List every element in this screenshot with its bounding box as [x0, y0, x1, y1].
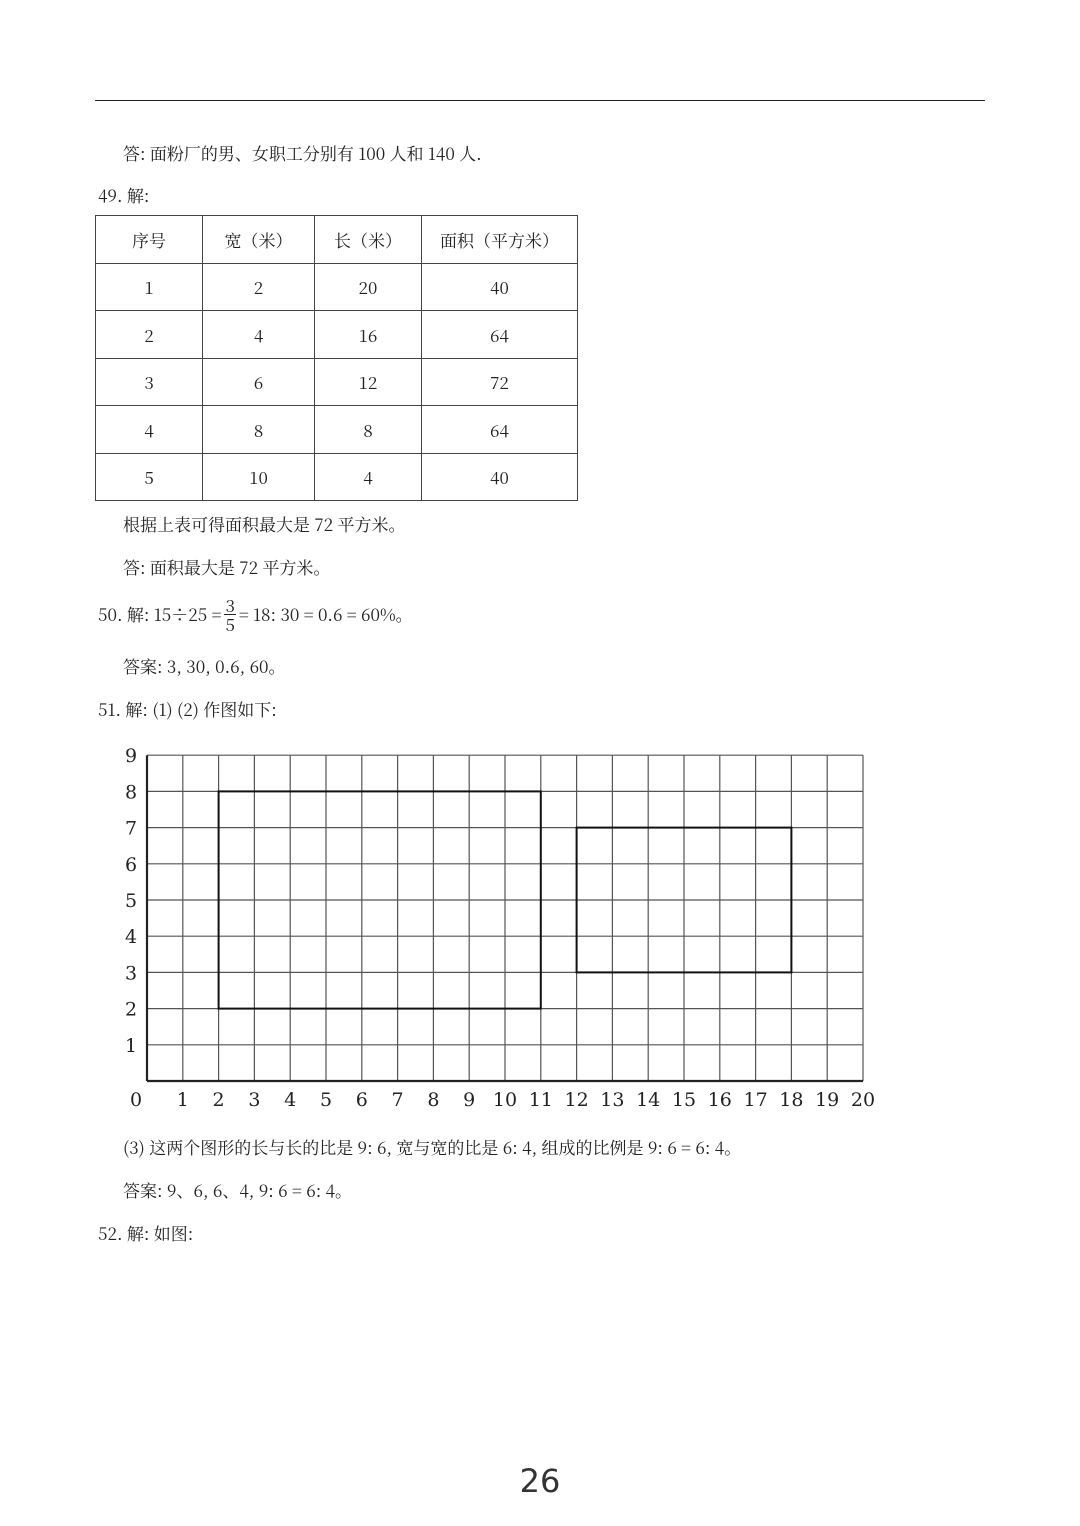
table-cell: 2 — [96, 311, 203, 359]
x-tick-label: 16 — [707, 1089, 732, 1111]
q50-answer: 答案: 3, 30, 0.6, 60。 — [123, 653, 286, 678]
header-cell: 面积（平方米） — [422, 216, 578, 264]
table-cell: 12 — [315, 358, 422, 406]
table-cell: 4 — [315, 453, 422, 501]
y-tick-label: 5 — [124, 890, 138, 912]
x-tick-label: 18 — [779, 1089, 804, 1111]
x-tick-label: 4 — [284, 1089, 297, 1111]
answer-48: 答: 面粉厂的男、女职工分别有 100 人和 140 人. — [123, 140, 482, 165]
x-tick-label: 19 — [815, 1089, 840, 1111]
x-tick-label: 14 — [636, 1089, 661, 1111]
q50-solution — [98, 592, 413, 636]
table-row — [96, 311, 578, 359]
table-cell: 64 — [422, 311, 578, 359]
x-tick-label: 17 — [743, 1089, 768, 1111]
q50-suffix: = 18: 30 = 0.6 = 60%。 — [238, 601, 413, 626]
table-cell: 40 — [422, 453, 578, 501]
x-tick-label: 20 — [850, 1089, 876, 1111]
y-tick-label: 6 — [124, 853, 138, 876]
y-tick-label: 3 — [124, 962, 138, 985]
y-tick-label: 7 — [124, 817, 138, 840]
table-cell: 2 — [203, 263, 315, 311]
table-cell: 4 — [96, 406, 203, 454]
x-tick-label: 6 — [355, 1089, 368, 1111]
x-tick-label: 12 — [564, 1089, 589, 1111]
q51-answer: 答案: 9、6, 6、4, 9: 6 = 6: 4。 — [123, 1177, 353, 1202]
q51-part3: (3) 这两个图形的长与长的比是 9: 6, 宽与宽的比是 6: 4, 组成的比例是 9: 6 = 6: 4。 — [123, 1134, 742, 1159]
table-cell: 8 — [315, 406, 422, 454]
y-tick-label: 4 — [124, 926, 138, 949]
table-row — [96, 406, 578, 454]
x-tick-label: 11 — [528, 1089, 553, 1111]
table-cell: 20 — [315, 263, 422, 311]
fraction-numerator: 3 — [225, 592, 235, 618]
x-tick-label: 8 — [427, 1089, 440, 1111]
table-cell: 5 — [96, 453, 203, 501]
q49-label: 49. 解: — [98, 182, 150, 207]
table-cell: 8 — [203, 406, 315, 454]
header-cell: 序号 — [96, 216, 203, 264]
x-tick-label: 7 — [391, 1089, 404, 1111]
coordinate-grid — [120, 738, 895, 1118]
table-row — [96, 358, 578, 406]
x-tick-label: 5 — [319, 1089, 333, 1111]
x-tick-label: 10 — [492, 1089, 518, 1111]
y-tick-label: 9 — [124, 745, 138, 768]
table-cell: 72 — [422, 358, 578, 406]
page-number: 26 — [519, 1462, 561, 1500]
q50-prefix: 50. 解: 15÷25 = — [98, 601, 222, 626]
table-cell: 10 — [203, 453, 315, 501]
x-tick-label: 9 — [463, 1089, 476, 1111]
x-tick-label: 1 — [176, 1089, 189, 1111]
q52-label: 52. 解: 如图: — [98, 1220, 194, 1245]
x-tick-label: 3 — [248, 1089, 261, 1111]
y-tick-label: 2 — [124, 998, 138, 1021]
table-header-row — [96, 216, 578, 264]
fraction — [224, 592, 235, 637]
q49-answer: 答: 面积最大是 72 平方米。 — [123, 554, 331, 579]
table-cell: 1 — [96, 263, 203, 311]
y-tick-label: 8 — [124, 781, 138, 804]
q51-label: 51. 解: (1) (2) 作图如下: — [98, 696, 277, 721]
dimension-table — [95, 215, 578, 501]
table-cell: 40 — [422, 263, 578, 311]
table-cell: 3 — [96, 358, 203, 406]
x-tick-label: 13 — [600, 1089, 625, 1111]
table-cell: 16 — [315, 311, 422, 359]
x-tick-label: 2 — [212, 1089, 225, 1111]
x-tick-label: 0 — [129, 1089, 143, 1111]
table-row — [96, 263, 578, 311]
header-cell: 宽（米） — [203, 216, 315, 264]
fraction-denominator: 5 — [225, 611, 235, 637]
table-cell: 4 — [203, 311, 315, 359]
header-rule — [95, 100, 985, 101]
table-row — [96, 453, 578, 501]
table-cell: 6 — [203, 358, 315, 406]
y-tick-label: 1 — [124, 1034, 138, 1057]
table-cell: 64 — [422, 406, 578, 454]
q49-conclusion: 根据上表可得面积最大是 72 平方米。 — [123, 511, 406, 536]
header-cell: 长（米） — [315, 216, 422, 264]
x-tick-label: 15 — [671, 1089, 697, 1111]
